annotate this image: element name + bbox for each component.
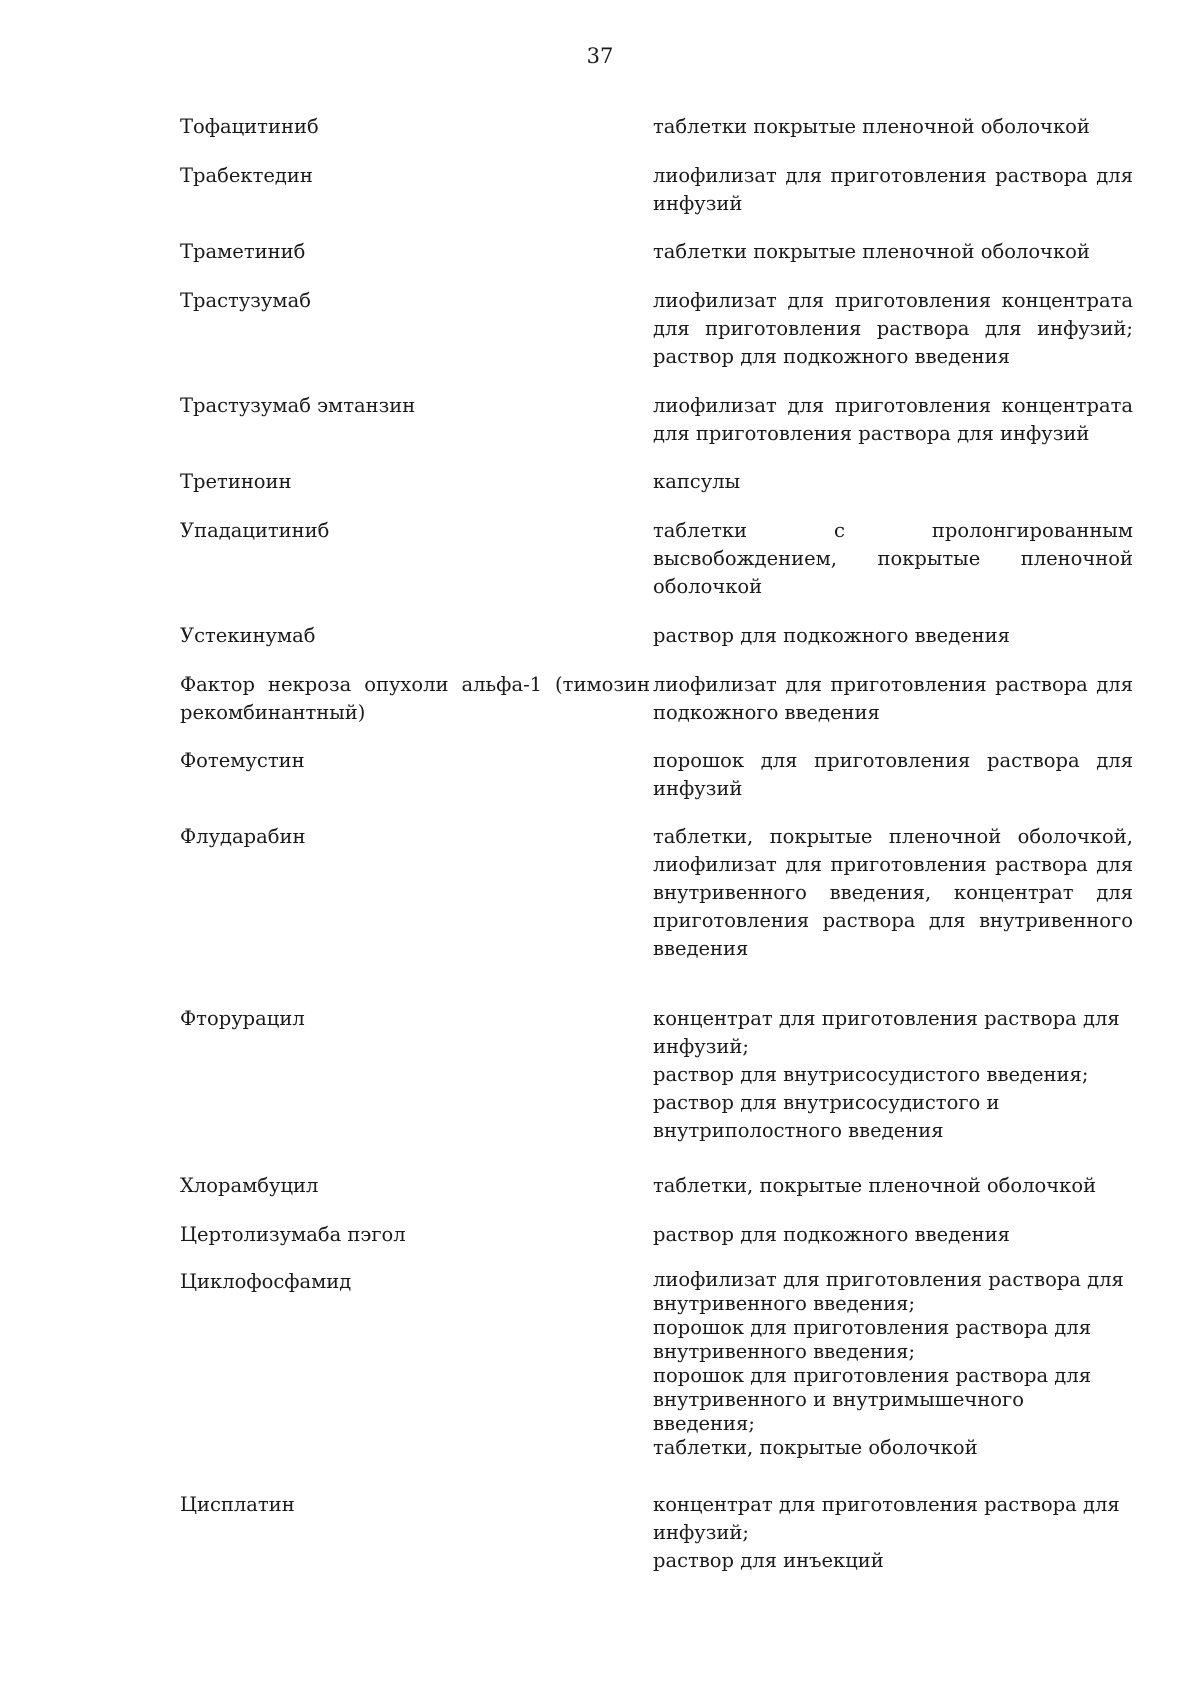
dosage-form <box>653 747 1133 803</box>
dosage-form-line: таблетки, покрытые оболочкой <box>653 1436 978 1459</box>
dosage-form-line: оболочкой <box>653 575 763 598</box>
dosage-form-line: внутривенного введения, концентрат для <box>653 881 1133 904</box>
dosage-form <box>653 1221 1133 1249</box>
dosage-form <box>653 1491 1133 1575</box>
dosage-form <box>653 622 1133 650</box>
dosage-form-line: таблетки, покрытые пленочной оболочкой, <box>653 825 1133 848</box>
dosage-form-line: раствор для внутрисосудистого введения; <box>653 1063 1089 1086</box>
dosage-form-line: лиофилизат для приготовления концентрата <box>653 394 1133 417</box>
dosage-form-line: лиофилизат для приготовления концентрата <box>653 289 1133 312</box>
dosage-form <box>653 113 1133 141</box>
drug-name: Хлорамбуцил <box>180 1174 319 1197</box>
dosage-form <box>653 517 1133 601</box>
dosage-form-line: таблетки с пролонгированным <box>653 519 1133 542</box>
drug-name: Фактор некроза опухоли альфа-1 (тимозин рекомбинантный) <box>180 673 650 724</box>
dosage-form-line: таблетки, покрытые пленочной оболочкой <box>653 1174 1097 1197</box>
drug-name: Упадацитиниб <box>180 519 330 542</box>
dosage-form-line: инфузий; <box>653 1035 749 1058</box>
page-number: 37 <box>586 44 614 68</box>
dosage-form-line: таблетки покрытые пленочной оболочкой <box>653 115 1090 138</box>
dosage-form-line: внутривенного введения; <box>653 1340 916 1363</box>
dosage-form-line: порошок для приготовления раствора для <box>653 1316 1092 1339</box>
drug-name: Устекинумаб <box>180 624 316 647</box>
dosage-form-line: для приготовления раствора для инфузий <box>653 422 1090 445</box>
dosage-form-line: внутриполостного введения <box>653 1119 944 1142</box>
dosage-form-line: раствор для инъекций <box>653 1549 884 1572</box>
dosage-form <box>653 287 1133 371</box>
dosage-form-line: лиофилизат для приготовления раствора для <box>653 853 1133 876</box>
drug-name: Фотемустин <box>180 749 305 772</box>
dosage-form-line: раствор для подкожного введения <box>653 1223 1010 1246</box>
dosage-form <box>653 1172 1133 1200</box>
drug-name: Трабектедин <box>180 164 313 187</box>
dosage-form <box>653 468 1133 496</box>
dosage-form-line: введения; <box>653 1412 755 1435</box>
dosage-form <box>653 823 1133 963</box>
dosage-form <box>653 671 1133 727</box>
dosage-form-line: введения <box>653 937 749 960</box>
dosage-form-line: раствор для подкожного введения <box>653 624 1010 647</box>
drug-name: Третиноин <box>180 470 292 493</box>
drug-name: Циклофосфамид <box>180 1270 352 1293</box>
dosage-form-line: концентрат для приготовления раствора для <box>653 1493 1120 1516</box>
dosage-form-line: порошок для приготовления раствора для <box>653 749 1133 772</box>
dosage-form-line: лиофилизат для приготовления раствора для <box>653 164 1133 187</box>
dosage-form-line: инфузий <box>653 777 743 800</box>
dosage-form-line: приготовления раствора для внутривенного <box>653 909 1133 932</box>
drug-name: Флударабин <box>180 825 306 848</box>
dosage-form-line: инфузий <box>653 192 743 215</box>
dosage-form <box>653 392 1133 448</box>
dosage-form-line: инфузий; <box>653 1521 749 1544</box>
drug-name: Цертолизумаба пэгол <box>180 1223 406 1246</box>
dosage-form <box>653 1005 1133 1145</box>
dosage-form-line: внутривенного введения; <box>653 1292 916 1315</box>
drug-name: Траметиниб <box>180 240 306 263</box>
drug-name: Трастузумаб <box>180 289 311 312</box>
dosage-form-line: капсулы <box>653 470 741 493</box>
dosage-form <box>653 162 1133 218</box>
dosage-form-line: внутривенного и внутримышечного <box>653 1388 1024 1411</box>
dosage-form-line: концентрат для приготовления раствора для <box>653 1007 1120 1030</box>
drug-name: Цисплатин <box>180 1493 295 1516</box>
drug-name: Фторурацил <box>180 1007 305 1030</box>
drug-name: Тофацитиниб <box>180 115 319 138</box>
dosage-form-line: для приготовления раствора для инфузий; <box>653 317 1133 340</box>
dosage-form-line: подкожного введения <box>653 701 880 724</box>
dosage-form-line: таблетки покрытые пленочной оболочкой <box>653 240 1090 263</box>
dosage-form <box>653 1268 1133 1460</box>
dosage-form-line: лиофилизат для приготовления раствора для <box>653 1268 1124 1291</box>
dosage-form-line: раствор для внутрисосудистого и <box>653 1091 1000 1114</box>
dosage-form-line: раствор для подкожного введения <box>653 345 1010 368</box>
dosage-form <box>653 238 1133 266</box>
dosage-form-line: высвобождением, покрытые пленочной <box>653 547 1133 570</box>
dosage-form-line: лиофилизат для приготовления раствора для <box>653 673 1133 696</box>
drug-name: Трастузумаб эмтанзин <box>180 394 416 417</box>
dosage-form-line: порошок для приготовления раствора для <box>653 1364 1092 1387</box>
